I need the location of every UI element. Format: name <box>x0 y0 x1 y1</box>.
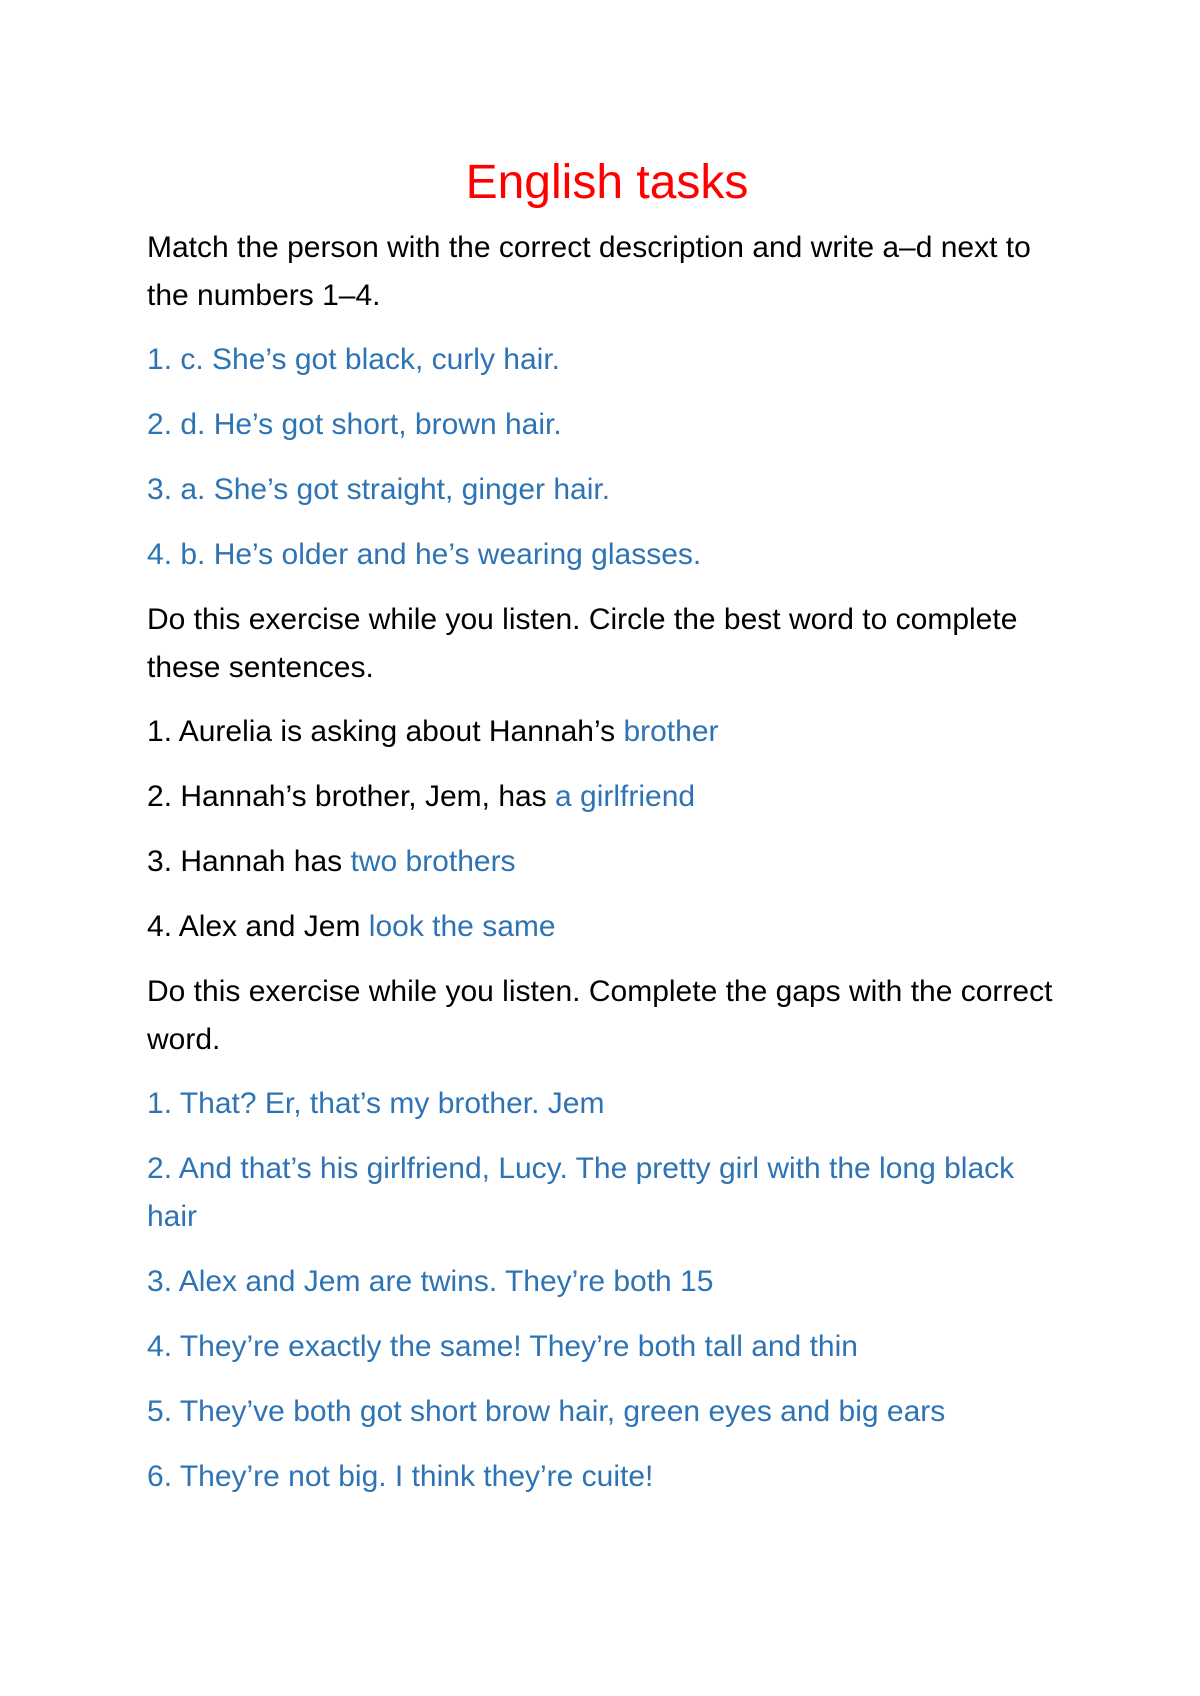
item-prompt: . Aurelia is asking about Hannah’s <box>163 715 624 748</box>
item-answer: brother <box>623 715 719 748</box>
document-content <box>147 148 1067 1518</box>
section-3-item-6 <box>147 1453 1067 1501</box>
item-number: 6 <box>147 1460 164 1493</box>
item-number: 1 <box>147 1087 164 1120</box>
section-3-item-5 <box>147 1388 1067 1436</box>
document-title: English tasks <box>465 156 749 209</box>
section-2-item-3 <box>147 838 1067 886</box>
item-answer: . c. She’s got black, curly hair. <box>163 343 560 376</box>
item-number: 2 <box>147 1152 164 1185</box>
item-number: 3 <box>147 845 164 878</box>
section-1-item-2 <box>147 401 1067 449</box>
section-1-item-1 <box>147 336 1067 384</box>
section-2-item-4 <box>147 903 1067 951</box>
item-answer: . d. He’s got short, brown hair. <box>163 408 562 441</box>
item-number: 3 <box>147 473 164 506</box>
item-number: 5 <box>147 1395 164 1428</box>
section-3-item-3 <box>147 1258 1067 1306</box>
item-answer: . b. He’s older and he’s wearing glasses. <box>163 538 702 571</box>
item-answer: . They’ve both got short brow hair, green eyes and big ears <box>163 1395 946 1428</box>
item-number: 4 <box>147 538 164 571</box>
section-3-item-1 <box>147 1080 1067 1128</box>
section-1-item-4 <box>147 531 1067 579</box>
section-1-item-3 <box>147 466 1067 514</box>
item-prompt: . Hannah has <box>163 845 351 878</box>
item-number: 2 <box>147 408 164 441</box>
item-answer: . They’re exactly the same! They’re both tall and thin <box>163 1330 858 1363</box>
item-answer: . They’re not big. I think they’re cuite! <box>163 1460 654 1493</box>
item-number: 1 <box>147 343 164 376</box>
item-answer: . And that’s his girlfriend, Lucy. The pretty girl with the long black hair <box>147 1152 1015 1233</box>
item-number: 3 <box>147 1265 164 1298</box>
item-answer: look the same <box>368 910 556 943</box>
section-2-instruction: Do this exercise while you listen. Circle the best word to complete these sentences. <box>147 603 1018 684</box>
item-prompt: . Alex and Jem <box>163 910 369 943</box>
item-number: 2 <box>147 780 164 813</box>
item-answer: a girlfriend <box>555 780 696 813</box>
section-2-item-2 <box>147 773 1067 821</box>
item-number: 4 <box>147 1330 164 1363</box>
item-answer: . Alex and Jem are twins. They’re both 15 <box>163 1265 714 1298</box>
item-answer: . That? Er, that’s my brother. Jem <box>163 1087 605 1120</box>
section-3-item-2 <box>147 1145 1067 1241</box>
section-3-instruction: Do this exercise while you listen. Complete the gaps with the correct word. <box>147 975 1053 1056</box>
section-2-item-1 <box>147 708 1067 756</box>
item-answer: two brothers <box>350 845 516 878</box>
section-3-item-4 <box>147 1323 1067 1371</box>
item-number: 1 <box>147 715 164 748</box>
section-1-instruction: Match the person with the correct description and write a–d next to the numbers 1–4. <box>147 231 1031 312</box>
item-number: 4 <box>147 910 164 943</box>
item-answer: . a. She’s got straight, ginger hair. <box>163 473 611 506</box>
item-prompt: . Hannah’s brother, Jem, has <box>163 780 556 813</box>
